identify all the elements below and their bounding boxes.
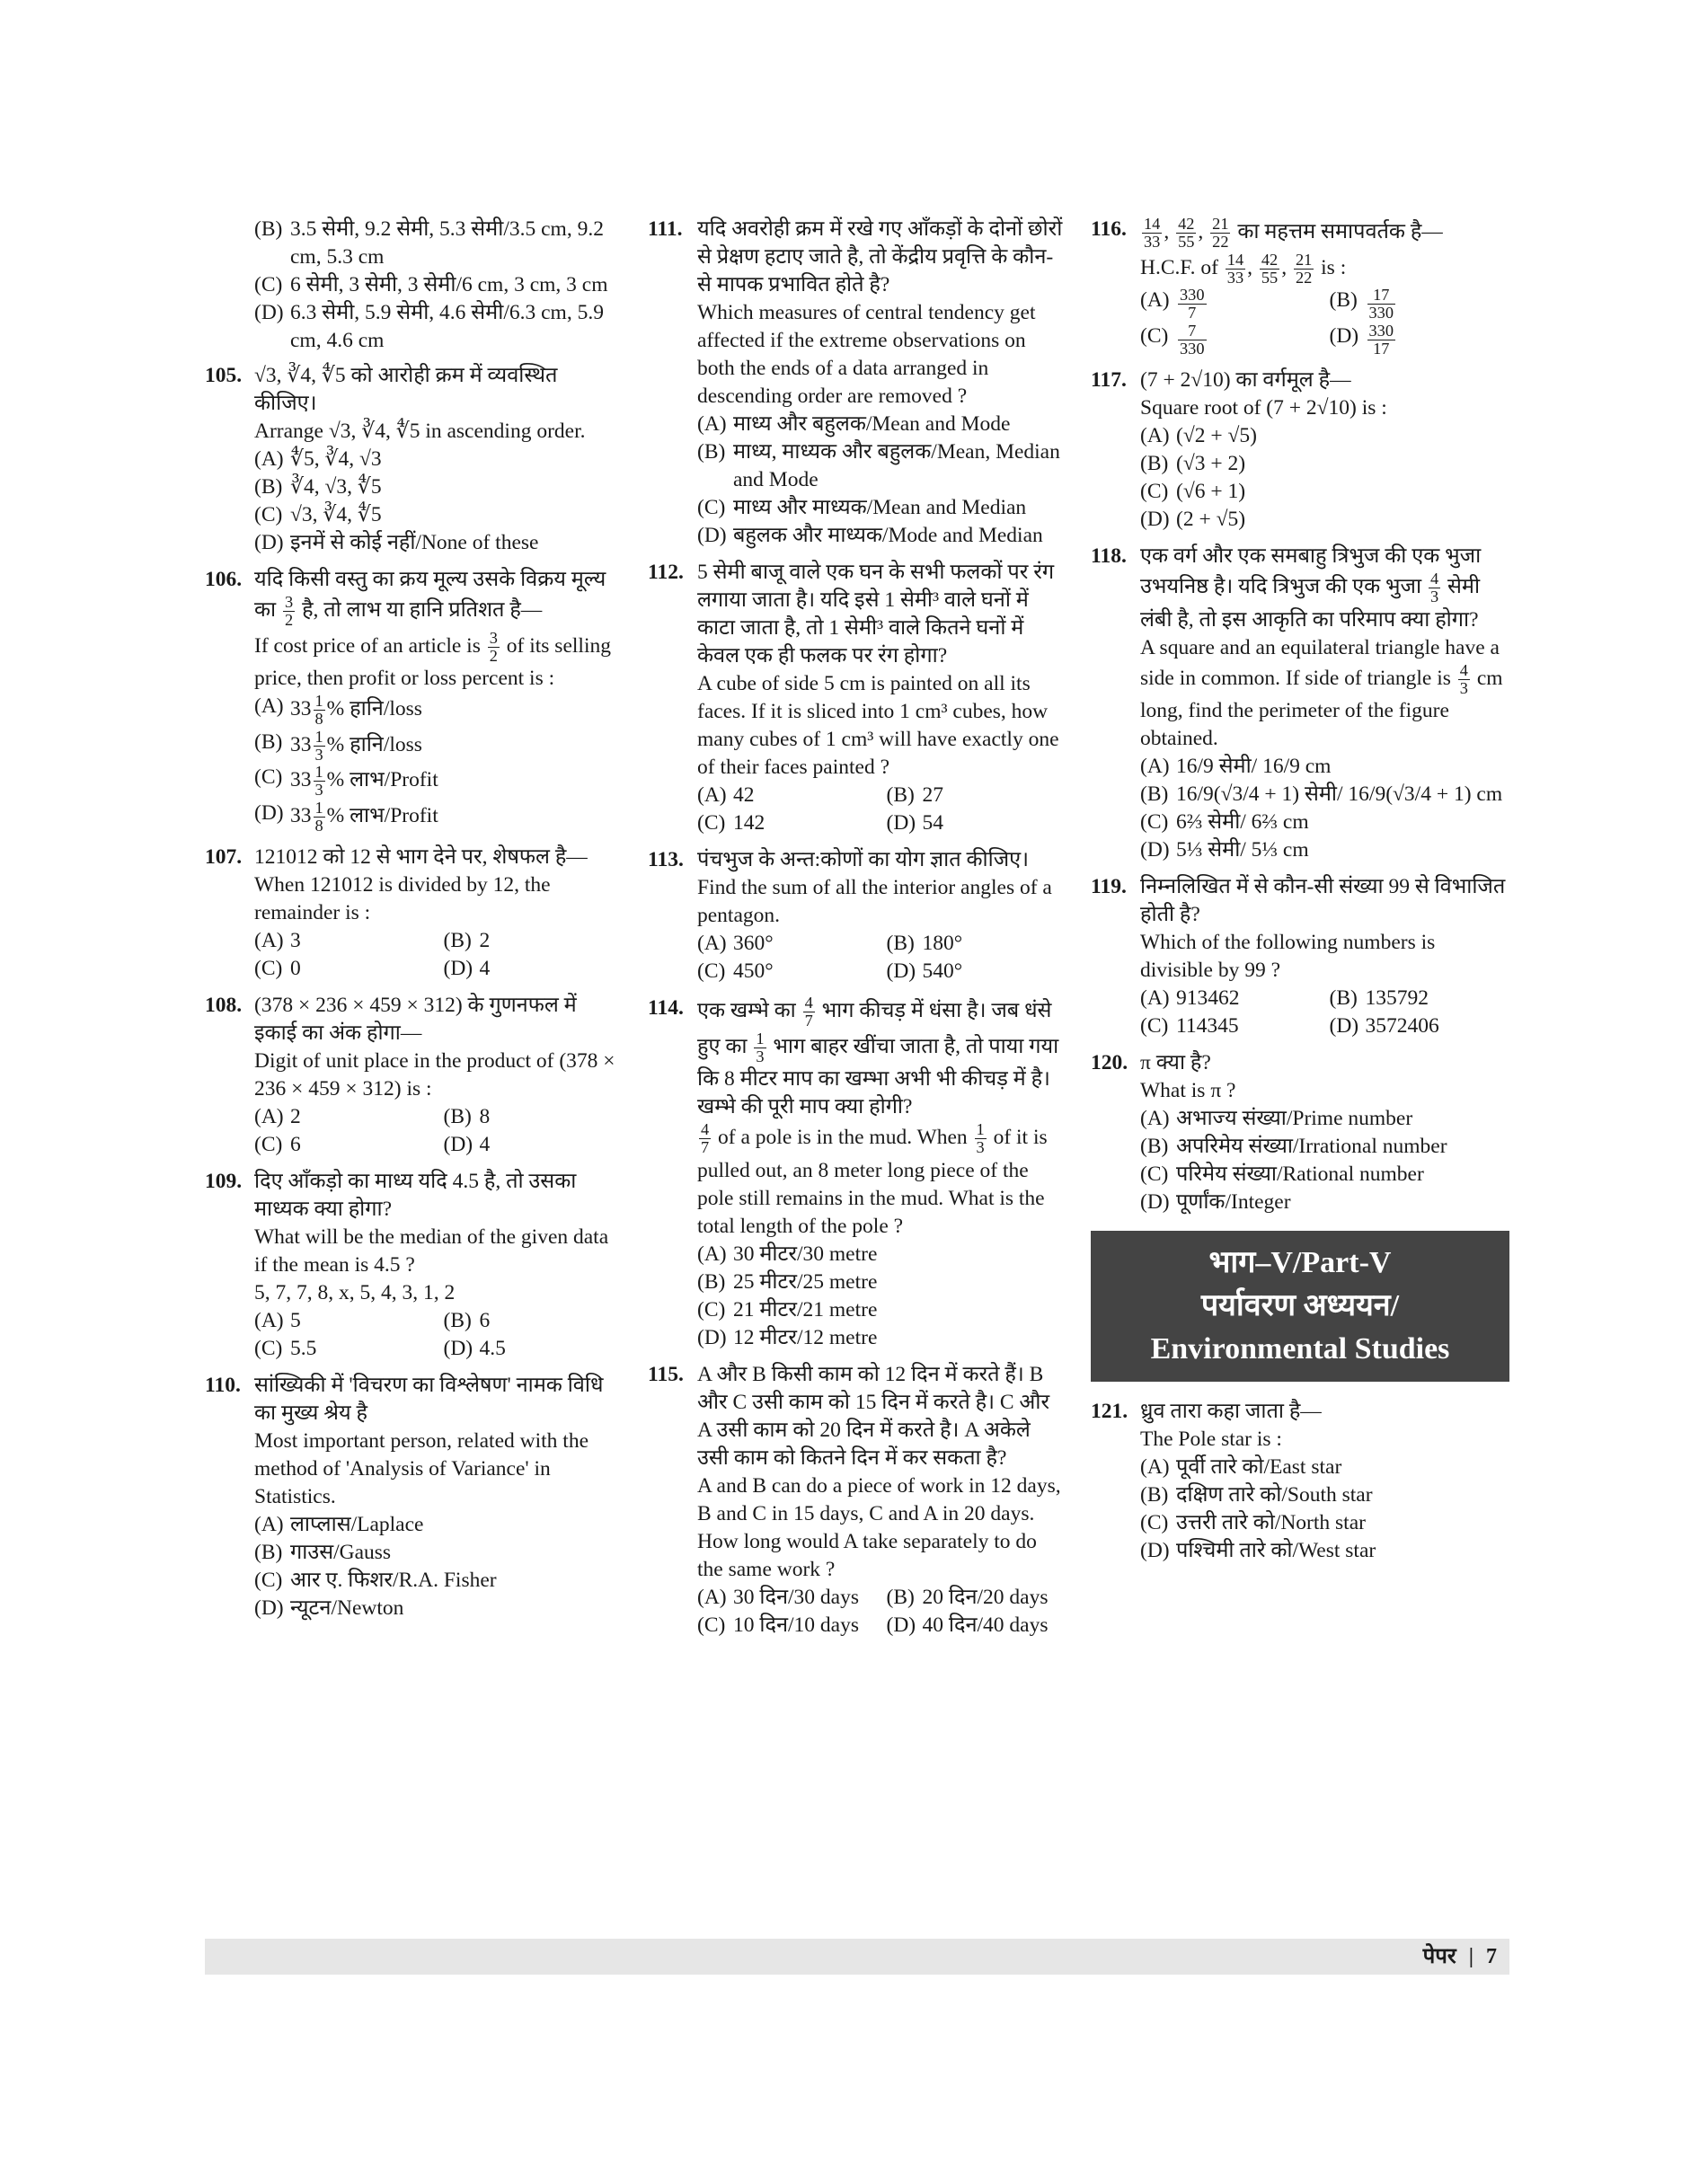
question-number: 119. xyxy=(1091,875,1127,898)
option-c: (C) 21 मीटर/21 metre xyxy=(697,1297,878,1322)
option-b: (B) 20 दिन/20 days xyxy=(886,1585,1049,1609)
option-b: (B) अपरिमेय संख्या/Irrational number xyxy=(1140,1135,1447,1158)
question-hindi: $\frac{14}{33}$ , $\frac{42}{55}$ , $\frac{21}{22}$ का महत्तम समापवर्तक है— xyxy=(1144,215,1443,252)
question-number: 120. xyxy=(1091,1051,1128,1074)
question-hindi: 121012 को 12 से भाग देने पर, शेषफल है— xyxy=(254,845,588,869)
option-b: (B) 180° xyxy=(886,932,963,955)
column-1 xyxy=(205,216,624,1631)
option-c: (C) आर ए. फिशर/R.A. Fisher xyxy=(254,1569,497,1592)
question-116 xyxy=(1091,216,1509,358)
option-c: (C) माध्य और माध्यक/Mean and Median xyxy=(697,496,1027,519)
question-number: 108. xyxy=(205,994,243,1017)
question-english: The Pole star is : xyxy=(1140,1428,1282,1451)
option-c: (C) 6 xyxy=(254,1133,301,1156)
option-a: (A) 30 मीटर/30 metre xyxy=(697,1242,878,1266)
question-number: 114. xyxy=(648,996,684,1020)
options xyxy=(1140,287,1509,358)
option-b: (B) ∛4, √3, ∜5 xyxy=(254,475,382,499)
section-heading xyxy=(1091,1231,1509,1382)
question-hindi: एक खम्भे का $\frac{4}{7}$ भाग कीचड़ में धंसा है। जब धंसे हुए का $\frac{1}{3}$ भाग बाहर खींचा जाता है, तो पाया गया कि 8 मीटर माप का खम्भा अभी भी कीचड़ में है। खम्भे की पूरी माप क्या होगी? xyxy=(697,994,1059,1118)
option-a: (A) 5 xyxy=(254,1309,301,1332)
option-d: (D) 5⅓ सेमी/ 5⅓ cm xyxy=(1140,838,1309,862)
fraction: $\frac{3}{2}$ xyxy=(489,628,498,665)
option-a: (A) (√2 + √5) xyxy=(1140,424,1257,447)
question-english: If cost price of an article is $\frac{3}{2}$ of its selling price, then profit or loss percent is : xyxy=(254,628,611,690)
option-d: (D) इनमें से कोई नहीं/None of these xyxy=(254,531,539,554)
fraction: $\frac{3}{2}$ xyxy=(285,593,294,630)
option-c: (C) (√6 + 1) xyxy=(1140,480,1246,503)
question-english: A and B can do a piece of work in 12 days, B and C in 15 days, C and A in 20 days. How long would A take separately to do the same work ? xyxy=(697,1473,1061,1581)
option-c: (C) $\frac{7}{330}$ xyxy=(1140,321,1205,358)
option-c: (C) 33 $\frac{1}{3}$ % लाभ/Profit xyxy=(254,763,438,800)
question-number: 109. xyxy=(205,1170,243,1193)
question-hindi: यदि अवरोही क्रम में रखे गए आँकड़ों के दोनों छोरों से प्रेक्षण हटाए जाते है, तो केंद्रीय प्रवृत्ति के कौन-से मापक प्रभावित होते है? xyxy=(697,217,1063,296)
question-number: 118. xyxy=(1091,544,1127,568)
question-english: H.C.F. of $\frac{14}{33}$ , $\frac{42}{55}$ , $\frac{21}{22}$ is : xyxy=(1140,250,1347,287)
option-d: (D) न्यूटन/Newton xyxy=(254,1596,404,1620)
option-d: (D) पश्चिमी तारे को/West star xyxy=(1140,1539,1376,1562)
options xyxy=(697,782,1066,837)
option-d: (D) बहुलक और माध्यक/Mode and Median xyxy=(697,524,1043,547)
option-c: (C) परिमेय संख्या/Rational number xyxy=(1140,1162,1424,1186)
option: (D) 6.3 सेमी, 5.9 सेमी, 4.6 सेमी/6.3 cm, 5.9 cm, 4.6 cm xyxy=(254,301,604,352)
question-english: Which of the following numbers is divisible by 99 ? xyxy=(1140,931,1436,982)
option-b: (B) 6 xyxy=(443,1309,491,1332)
option-a: (A) $\frac{330}{7}$ xyxy=(1140,286,1205,323)
question-english: A square and an equilateral triangle have a side in common. If side of triangle is $\frac{4}{3}$ cm long, find the perimeter of the figure obtained. xyxy=(1140,635,1503,750)
options xyxy=(254,1307,624,1363)
question-number: 115. xyxy=(648,1362,684,1386)
fraction: $\frac{1}{3}$ xyxy=(756,1029,765,1065)
option-b: (B) $\frac{17}{330}$ xyxy=(1329,286,1394,323)
question-number: 116. xyxy=(1091,217,1127,241)
option-a: (A) 360° xyxy=(697,932,774,955)
section-part-label: भाग–V/Part-V xyxy=(1208,1246,1392,1279)
option-a: (A) माध्य और बहुलक/Mean and Mode xyxy=(697,412,1011,436)
option-c: (C) उत्तरी तारे को/North star xyxy=(1140,1511,1366,1534)
question-hindi: पंचभुज के अन्त:कोणों का योग ज्ञात कीजिए। xyxy=(697,848,1030,871)
options xyxy=(697,930,1066,986)
question-hindi: √3, ∛4, ∜5 को आरोही क्रम में व्यवस्थित कीजिए। xyxy=(254,364,558,415)
option: (C) 6 सेमी, 3 सेमी, 3 सेमी/6 cm, 3 cm, 3 cm xyxy=(254,273,608,296)
question-hindi: यदि किसी वस्तु का क्रय मूल्य उसके विक्रय मूल्य का $\frac{3}{2}$ है, तो लाभ या हानि प्रतिशत है— xyxy=(254,568,606,630)
data-series: 5, 7, 7, 8, x, 5, 4, 3, 1, 2 xyxy=(254,1281,456,1304)
option-a: (A) 3 xyxy=(254,929,301,952)
column-3 xyxy=(1091,216,1509,1574)
option-c: (C) 10 दिन/10 days xyxy=(697,1613,859,1637)
option-b: (B) 2 xyxy=(443,929,491,952)
option-c: (C) 450° xyxy=(697,959,774,983)
question-number: 111. xyxy=(648,217,683,241)
question-115 xyxy=(648,1361,1066,1640)
question-118 xyxy=(1091,543,1509,864)
question-hindi: A और B किसी काम को 12 दिन में करते हैं। B और C उसी काम को 15 दिन में करते है। C और A उसी काम को 20 दिन में करते है। A अकेले उसी काम को कितने दिन में कर सकता है? xyxy=(697,1362,1050,1470)
question-number: 110. xyxy=(205,1374,241,1397)
section-title-english: Environmental Studies xyxy=(1150,1332,1450,1366)
option-b: (B) दक्षिण तारे को/South star xyxy=(1140,1483,1373,1507)
option-c: (C) 6⅔ सेमी/ 6⅔ cm xyxy=(1140,810,1309,834)
q104-continued-options xyxy=(205,216,624,355)
question-number: 121. xyxy=(1091,1400,1128,1423)
options xyxy=(254,927,624,983)
page-number: 7 xyxy=(1486,1945,1497,1968)
question-hindi: (7 + 2√10) का वर्गमूल है— xyxy=(1140,368,1351,392)
option-b: (B) 8 xyxy=(443,1105,491,1128)
option-d: (D) 3572406 xyxy=(1329,1014,1439,1038)
option-d: (D) 54 xyxy=(886,811,943,835)
question-hindi: ध्रुव तारा कहा जाता है— xyxy=(1140,1400,1322,1423)
options xyxy=(697,1584,1066,1640)
option-b: (B) माध्य, माध्यक और बहुलक/Mean, Median and Mode xyxy=(697,440,1060,491)
question-117 xyxy=(1091,367,1509,534)
question-english: Find the sum of all the interior angles of a pentagon. xyxy=(697,876,1052,927)
option-a: (A) 913462 xyxy=(1140,986,1240,1010)
option-d: (D) 4.5 xyxy=(443,1337,506,1360)
question-hindi: 5 सेमी बाजू वाले एक घन के सभी फलकों पर रंग लगाया जाता है। यदि इसे 1 सेमी³ वाले घनों में काटा जाता है, तो 1 सेमी³ वाले कितने घनों में केवल एक ही फलक पर रंग होगा? xyxy=(697,561,1055,667)
question-number: 113. xyxy=(648,848,684,871)
option-d: (D) 40 दिन/40 days xyxy=(886,1613,1049,1637)
option-a: (A) 33 $\frac{1}{8}$ % हानि/loss xyxy=(254,692,422,729)
question-english: A cube of side 5 cm is painted on all its faces. If it is sliced into 1 cm³ cubes, how many cubes of 1 cm³ will have exactly one of their faces painted ? xyxy=(697,672,1059,779)
question-english: Which measures of central tendency get affected if the extreme observations on both the ends of a data arranged in descending order are removed ? xyxy=(697,301,1036,408)
question-number: 107. xyxy=(205,845,243,869)
option-b: (B) 33 $\frac{1}{3}$ % हानि/loss xyxy=(254,727,422,764)
question-number: 106. xyxy=(205,568,243,591)
option: (B) 3.5 सेमी, 9.2 सेमी, 5.3 सेमी/3.5 cm, 9.2 cm, 5.3 cm xyxy=(254,217,604,269)
option-b: (B) (√3 + 2) xyxy=(1140,452,1246,475)
section-title-hindi: पर्यावरण अध्ययन/ xyxy=(1200,1289,1400,1322)
option-d: (D) 540° xyxy=(886,959,963,983)
option-d: (D) 4 xyxy=(443,957,491,980)
question-hindi: π क्या है? xyxy=(1140,1051,1211,1074)
option-c: (C) 0 xyxy=(254,957,301,980)
option-d: (D) 33 $\frac{1}{8}$ % लाभ/Profit xyxy=(254,798,438,835)
options xyxy=(254,1103,624,1159)
options xyxy=(1140,985,1509,1040)
question-hindi: सांख्यिकी में 'विचरण का विश्लेषण' नामक विधि का मुख्य श्रेय है xyxy=(254,1374,604,1425)
fraction: $\frac{1}{3}$ xyxy=(976,1120,985,1157)
option-b: (B) 27 xyxy=(886,783,943,807)
question-109 xyxy=(205,1168,624,1363)
question-number: 112. xyxy=(648,561,684,584)
question-hindi: निम्नलिखित में से कौन-सी संख्या 99 से विभाजित होती है? xyxy=(1140,875,1506,926)
option-a: (A) 16/9 सेमी/ 16/9 cm xyxy=(1140,755,1332,778)
option-a: (A) पूर्वी तारे को/East star xyxy=(1140,1455,1342,1479)
question-number: 105. xyxy=(205,364,243,387)
question-english: Most important person, related with the method of 'Analysis of Variance' in Statistics. xyxy=(254,1429,589,1508)
option-c: (C) 142 xyxy=(697,811,766,835)
option-a: (A) 2 xyxy=(254,1105,301,1128)
question-119 xyxy=(1091,873,1509,1040)
option-c: (C) √3, ∛4, ∜5 xyxy=(254,503,382,526)
question-number: 117. xyxy=(1091,368,1127,392)
option-d: (D) $\frac{330}{17}$ xyxy=(1329,321,1394,358)
question-english: $\frac{4}{7}$ of a pole is in the mud. When $\frac{1}{3}$ of it is pulled out, an 8 meter long piece of the pole still remains in the mud. What is the total length of the pole ? xyxy=(697,1120,1048,1238)
question-106 xyxy=(205,566,624,835)
option-d: (D) 12 मीटर/12 metre xyxy=(697,1325,878,1349)
column-2 xyxy=(648,216,1066,1649)
fraction: $\frac{4}{7}$ xyxy=(804,994,813,1030)
question-english: What is π ? xyxy=(1140,1079,1236,1102)
question-113 xyxy=(648,846,1066,986)
question-112 xyxy=(648,559,1066,837)
question-121 xyxy=(1091,1398,1509,1565)
page-footer xyxy=(205,1939,1509,1975)
question-105 xyxy=(205,362,624,557)
option-b: (B) गाउस/Gauss xyxy=(254,1541,392,1564)
question-hindi: (378 × 236 × 459 × 312) के गुणनफल में इकाई का अंक होगा— xyxy=(254,994,577,1045)
fraction: $\frac{4}{7}$ xyxy=(701,1120,710,1157)
question-120 xyxy=(1091,1049,1509,1216)
question-english: Square root of (7 + 2√10) is : xyxy=(1140,396,1387,420)
page-number-label: पेपर | 7 xyxy=(1422,1945,1497,1968)
option-b: (B) 135792 xyxy=(1329,986,1429,1010)
option-d: (D) 4 xyxy=(443,1133,491,1156)
option-a: (A) 30 दिन/30 days xyxy=(697,1585,859,1609)
question-110 xyxy=(205,1372,624,1622)
question-114 xyxy=(648,995,1066,1352)
question-english: Digit of unit place in the product of (378 × 236 × 459 × 312) is : xyxy=(254,1049,615,1101)
option-a: (A) अभाज्य संख्या/Prime number xyxy=(1140,1107,1413,1130)
question-108 xyxy=(205,992,624,1159)
option-a: (A) लाप्लास/Laplace xyxy=(254,1513,424,1536)
question-english: When 121012 is divided by 12, the remainder is : xyxy=(254,873,551,924)
option-a: (A) ∜5, ∛4, √3 xyxy=(254,447,382,471)
option-d: (D) (2 + √5) xyxy=(1140,508,1246,531)
option-b: (B) 25 मीटर/25 metre xyxy=(697,1269,878,1294)
question-111 xyxy=(648,216,1066,550)
question-english: What will be the median of the given data if the mean is 4.5 ? xyxy=(254,1225,609,1277)
option-d: (D) पूर्णांक/Integer xyxy=(1140,1190,1291,1214)
question-hindi: दिए आँकड़ो का माध्य यदि 4.5 है, तो उसका माध्यक क्या होगा? xyxy=(254,1170,577,1221)
option-b: (B) 16/9(√3/4 + 1) सेमी/ 16/9(√3/4 + 1) cm xyxy=(1140,782,1503,806)
option-c: (C) 5.5 xyxy=(254,1337,317,1360)
option-c: (C) 114345 xyxy=(1140,1014,1239,1038)
question-english: Arrange √3, ∛4, ∜5 in ascending order. xyxy=(254,420,586,443)
question-107 xyxy=(205,844,624,983)
option-a: (A) 42 xyxy=(697,783,755,807)
question-hindi: एक वर्ग और एक समबाहु त्रिभुज की एक भुजा उभयनिष्ठ है। यदि त्रिभुज की एक भुजा $\frac{4}{3}$ सेमी लंबी है, तो इस आकृति का परिमाप क्या होगा? xyxy=(1140,544,1482,632)
